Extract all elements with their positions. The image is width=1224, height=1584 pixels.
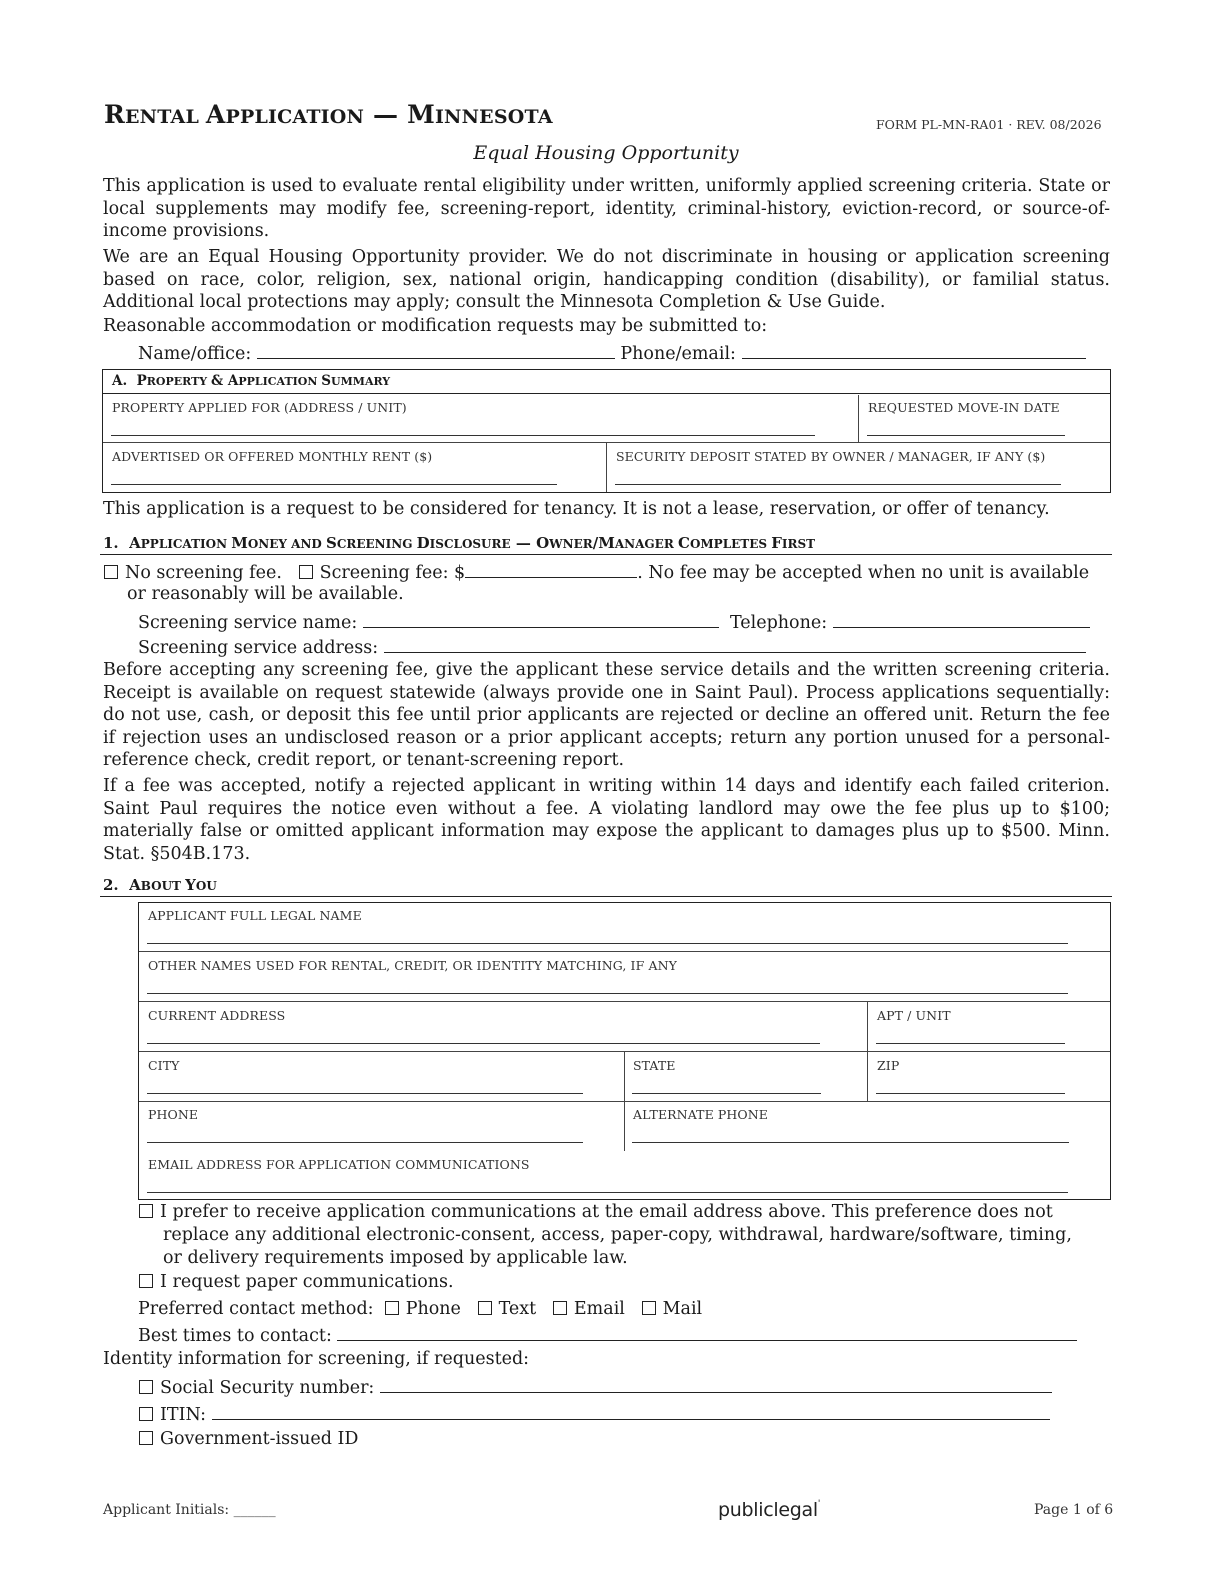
page-title: RENTAL APPLICATION — MINNESOTA — [104, 100, 553, 129]
city-label: CITY — [148, 1058, 180, 1073]
paper-preference-label: I request paper communications. — [160, 1272, 454, 1292]
fee-label: Screening fee: $ — [319, 563, 466, 583]
email-preference-text-2: replace any additional electronic-consent, access, paper-copy, withdrawal, hardware/software, timing, — [163, 1225, 1072, 1245]
other-names-label: OTHER NAMES USED FOR RENTAL, CREDIT, OR IDENTITY MATCHING, IF ANY — [148, 958, 677, 973]
best-times-label: Best times to contact: — [138, 1326, 332, 1346]
state-label: STATE — [633, 1058, 676, 1073]
deposit-field[interactable] — [615, 484, 1061, 485]
fee-line — [104, 561, 1089, 583]
phone-field[interactable] — [147, 1142, 583, 1143]
apt-label: APT / UNIT — [877, 1008, 951, 1023]
current-address-label: CURRENT ADDRESS — [148, 1008, 286, 1023]
section-rule — [100, 896, 1112, 897]
contact-text-label: Text — [498, 1299, 537, 1319]
alt-phone-label: ALTERNATE PHONE — [633, 1107, 769, 1122]
paper-preference-line — [139, 1272, 454, 1292]
section-1-paragraph-2: If a fee was accepted, notify a rejected applicant in writing within 14 days and identify each failed criterion. Saint Paul requires the notice even without a fee. A violating landlord may owe the fee plus up to $100; materially false or omitted applicant information may expose the applicant to damages plus up to $500. Minn. Stat. §504B.173. — [103, 776, 1110, 864]
service-address-field[interactable] — [384, 636, 1086, 653]
email-label: EMAIL ADDRESS FOR APPLICATION COMMUNICATIONS — [148, 1157, 530, 1172]
intro-paragraph-2: We are an Equal Housing Opportunity provider. We do not discriminate in housing or application screening based on race, color, religion, sex, national origin, handicapping condition (disability), or familial status. Additional local protections may apply; consult the Minnesota Completion & Use Guide. — [103, 247, 1110, 312]
page-number: Page 1 of 6 — [1034, 1502, 1114, 1518]
section-rule — [100, 554, 1112, 555]
divider — [624, 1102, 625, 1151]
section-a-heading: A. PROPERTY & APPLICATION SUMMARY — [103, 370, 1110, 394]
divider — [606, 443, 607, 492]
property-label: PROPERTY APPLIED FOR (ADDRESS / UNIT) — [112, 400, 407, 415]
ssn-field[interactable] — [380, 1376, 1052, 1393]
rent-field[interactable] — [111, 484, 557, 485]
itin-label: ITIN: — [160, 1405, 207, 1425]
itin-line — [139, 1403, 1050, 1425]
fee-checkbox[interactable] — [299, 565, 313, 579]
telephone-field[interactable] — [833, 611, 1090, 628]
divider — [858, 395, 859, 442]
contact-method-label: Preferred contact method: — [138, 1299, 374, 1319]
full-name-label: APPLICANT FULL LEGAL NAME — [148, 908, 362, 923]
ssn-checkbox[interactable] — [139, 1380, 153, 1394]
gov-id-line — [139, 1429, 358, 1449]
divider — [139, 951, 1110, 952]
divider — [624, 1052, 625, 1101]
rent-label: ADVERTISED OR OFFERED MONTHLY RENT ($) — [112, 449, 433, 464]
email-preference-line — [139, 1202, 1053, 1222]
move-in-label: REQUESTED MOVE-IN DATE — [868, 400, 1060, 415]
applicant-initials: Applicant Initials: ______ — [103, 1502, 276, 1518]
city-field[interactable] — [147, 1093, 583, 1094]
ssn-line — [139, 1376, 1052, 1398]
itin-field[interactable] — [212, 1403, 1050, 1420]
property-field[interactable] — [111, 435, 815, 436]
contact-email-label: Email — [573, 1299, 625, 1319]
apt-field[interactable] — [876, 1043, 1065, 1044]
move-in-field[interactable] — [867, 435, 1065, 436]
contact-phone-label: Phone — [405, 1299, 461, 1319]
contact-email-checkbox[interactable] — [553, 1301, 567, 1315]
ssn-label: Social Security number: — [160, 1378, 375, 1398]
contact-mail-label: Mail — [662, 1299, 703, 1319]
name-office-label: Name/office: — [138, 344, 252, 364]
best-times-field[interactable] — [337, 1324, 1077, 1341]
service-address-line — [138, 636, 1086, 658]
telephone-label: Telephone: — [729, 613, 828, 633]
state-field[interactable] — [632, 1093, 821, 1094]
best-times-line — [138, 1324, 1077, 1346]
no-fee-checkbox[interactable] — [104, 565, 118, 579]
zip-label: ZIP — [877, 1058, 900, 1073]
phone-email-label: Phone/email: — [620, 344, 736, 364]
publiclegal-logo: publiclegal' — [718, 1499, 821, 1521]
no-fee-label: No screening fee. — [125, 563, 282, 583]
section-2-heading: 2. ABOUT YOU — [103, 876, 217, 894]
full-name-field[interactable] — [147, 943, 1068, 944]
contact-phone-checkbox[interactable] — [385, 1301, 399, 1315]
service-name-line — [138, 611, 1090, 633]
email-field[interactable] — [147, 1192, 1068, 1193]
divider — [139, 1001, 1110, 1002]
name-office-field[interactable] — [257, 342, 615, 359]
accommodation-contact-line — [138, 342, 1086, 364]
contact-method-line — [138, 1299, 702, 1319]
phone-email-field[interactable] — [742, 342, 1086, 359]
alt-phone-field[interactable] — [632, 1142, 1069, 1143]
current-address-field[interactable] — [147, 1043, 820, 1044]
email-preference-label: I prefer to receive application communications at the email address above. This preference does not — [160, 1202, 1053, 1222]
paper-preference-checkbox[interactable] — [139, 1274, 153, 1288]
service-name-field[interactable] — [363, 611, 719, 628]
fee-amount-field[interactable] — [465, 561, 637, 578]
gov-id-checkbox[interactable] — [139, 1431, 153, 1445]
itin-checkbox[interactable] — [139, 1407, 153, 1421]
accommodation-text: Reasonable accommodation or modification requests may be submitted to: — [103, 316, 768, 336]
fee-note-continued: or reasonably will be available. — [127, 584, 404, 604]
deposit-label: SECURITY DEPOSIT STATED BY OWNER / MANAGER, IF ANY ($) — [616, 449, 1046, 464]
section-1-paragraph-1: Before accepting any screening fee, give the applicant these service details and the written screening criteria. Receipt is available on request statewide (always provide one in Saint Paul). Process applications sequentially: do not use, cash, or deposit this fee until prior applicants are rejected or decline an offered unit. Return the fee if rejection uses an undisclosed reason or a prior applicant accepts; return any portion unused for a personal-reference check, credit report, or tenant-screening report. — [103, 660, 1110, 770]
divider — [867, 1002, 868, 1051]
contact-mail-checkbox[interactable] — [642, 1301, 656, 1315]
subtitle: Equal Housing Opportunity — [473, 142, 739, 164]
gov-id-label: Government-issued ID — [160, 1429, 359, 1449]
fee-note: . No fee may be accepted when no unit is available — [637, 563, 1090, 583]
email-preference-checkbox[interactable] — [139, 1204, 153, 1218]
form-id: FORM PL-MN-RA01 · REV. 08/2026 — [876, 117, 1102, 132]
section-1-heading: 1. APPLICATION MONEY AND SCREENING DISCLOSURE — OWNER/MANAGER COMPLETES FIRST — [103, 534, 816, 552]
email-preference-text-3: or delivery requirements imposed by applicable law. — [163, 1248, 628, 1268]
service-address-label: Screening service address: — [138, 638, 379, 658]
divider — [867, 1052, 868, 1101]
intro-paragraph-1: This application is used to evaluate rental eligibility under written, uniformly applied screening criteria. State or local supplements may modify fee, screening-report, identity, criminal-history, eviction-record, or source-of-income provisions. — [103, 176, 1110, 241]
contact-text-checkbox[interactable] — [478, 1301, 492, 1315]
not-lease-notice: This application is a request to be considered for tenancy. It is not a lease, reservation, or offer of tenancy. — [103, 499, 1050, 519]
zip-field[interactable] — [876, 1093, 1065, 1094]
identity-heading: Identity information for screening, if requested: — [103, 1349, 530, 1369]
service-name-label: Screening service name: — [138, 613, 358, 633]
other-names-field[interactable] — [147, 993, 1068, 994]
phone-label: PHONE — [148, 1107, 199, 1122]
